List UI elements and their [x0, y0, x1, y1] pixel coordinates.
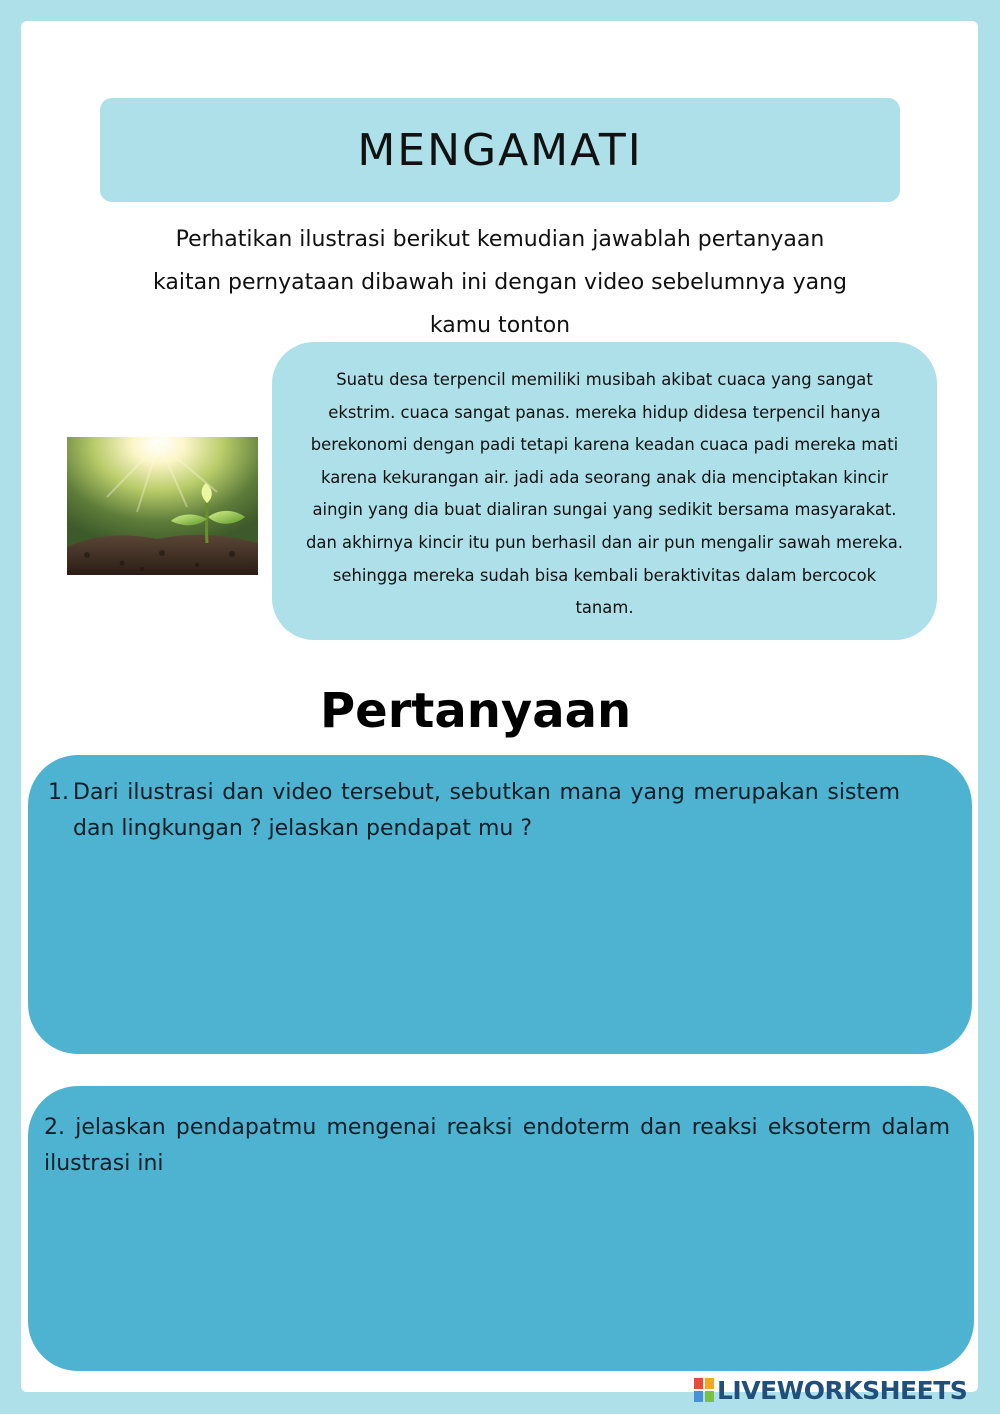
question-1-box[interactable]: [28, 755, 972, 1054]
story-line: dan akhirnya kincir itu pun berhasil dan air pun mengalir sawah mereka.: [306, 532, 903, 552]
answer-2-field[interactable]: [44, 1182, 954, 1366]
story-panel: [272, 342, 937, 640]
story-line: ekstrim. cuaca sangat panas. mereka hidup didesa terpencil hanya: [328, 402, 881, 422]
story-line: aingin yang dia buat dialiran sungai yang sedikit bersama masyarakat.: [312, 500, 897, 520]
question-2-box[interactable]: [28, 1086, 974, 1371]
instructions: [100, 218, 900, 347]
story-line: sehingga mereka sudah bisa kembali beraktivitas dalam bercocok: [332, 565, 877, 585]
story-line: karena kekurangan air. jadi ada seorang anak dia menciptakan kincir: [321, 467, 888, 487]
instructions-line: Perhatikan ilustrasi berikut kemudian jawablah pertanyaan: [175, 227, 825, 252]
story-line: Suatu desa terpencil memiliki musibah akibat cuaca yang sangat: [336, 370, 873, 389]
question-2: [44, 1110, 950, 1182]
question-number: 2.: [44, 1115, 65, 1140]
answer-1-field[interactable]: [48, 847, 904, 1031]
question-1: [48, 775, 900, 847]
question-text: jelaskan pendapatmu mengenai reaksi endoterm dan reaksi eksoterm dalam ilustrasi ini: [44, 1115, 950, 1176]
liveworksheets-logo-icon: [694, 1378, 714, 1402]
question-number: 1.: [48, 780, 69, 805]
story-line: tanam.: [575, 598, 634, 618]
page-title: MENGAMATI: [357, 124, 643, 176]
instructions-line: kamu tonton: [429, 313, 571, 338]
instructions-line: kaitan pernyataan dibawah ini dengan video sebelumnya yang: [153, 270, 847, 295]
seedling-photo: [67, 437, 258, 575]
questions-heading: Pertanyaan: [320, 683, 632, 739]
question-text: Dari ilustrasi dan video tersebut, sebutkan mana yang merupakan sistem dan lingkungan ? jelaskan pendapat mu ?: [73, 780, 900, 841]
story-line: berekonomi dengan padi tetapi karena keadan cuaca padi mereka mati: [310, 435, 899, 455]
title-banner: [100, 98, 900, 202]
brand-name: LIVEWORKSHEETS: [717, 1375, 968, 1405]
liveworksheets-brand[interactable]: [694, 1375, 967, 1405]
